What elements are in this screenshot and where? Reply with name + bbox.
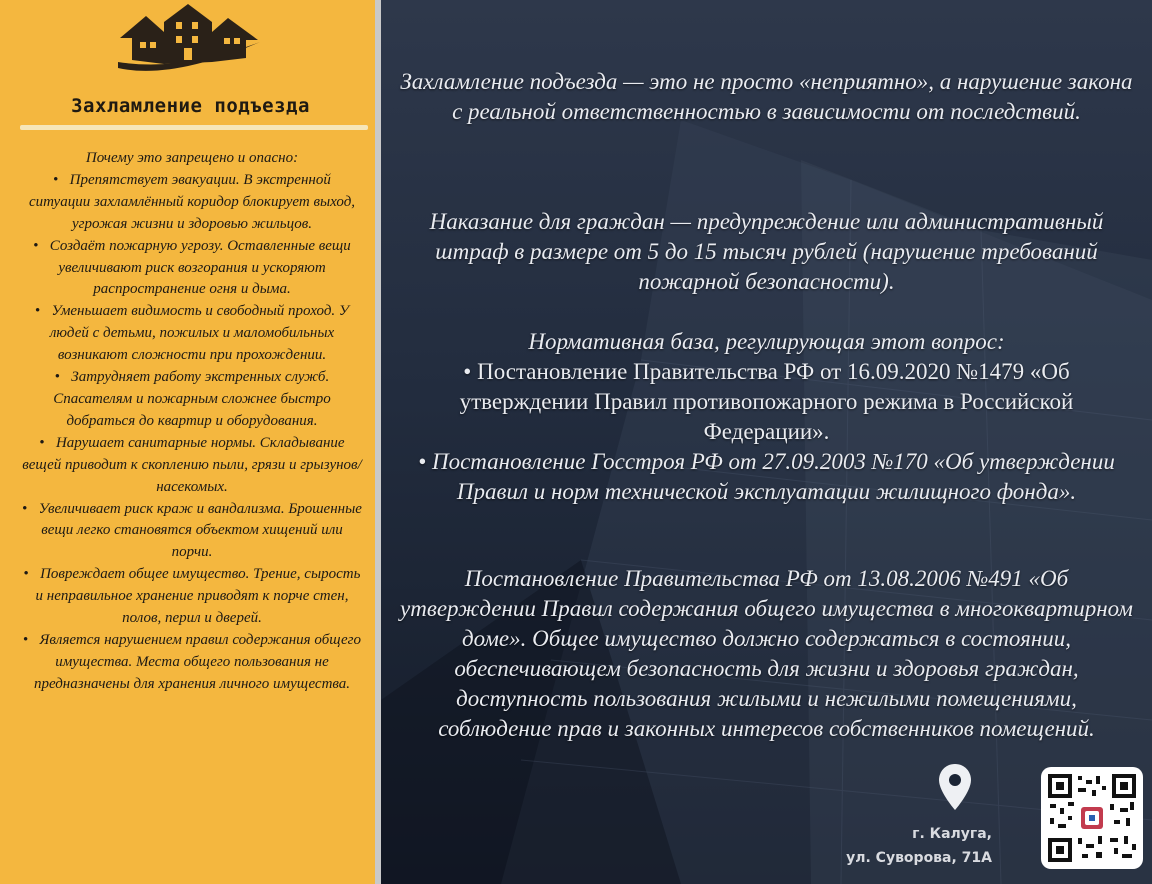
penalty-paragraph: Наказание для граждан — предупреждение или административный штраф в размере от 5 до 15 тысяч рублей (нарушение требований пожарной безопасности). xyxy=(429,209,1104,294)
left-point: • Создаёт пожарную угрозу. Оставленные вещи увеличивают риск возгорания и ускоряют распространение огня и дыма. xyxy=(22,236,362,302)
left-point: • Нарушает санитарные нормы. Складывание вещей приводит к скоплению пыли, грязи и грызунов/насекомых. xyxy=(22,433,362,499)
left-intro: Почему это запрещено и опасно: xyxy=(85,150,299,166)
qr-code-graphic xyxy=(1048,774,1136,862)
brand-name: Захламление подъезда xyxy=(71,95,310,117)
location-pin-icon xyxy=(937,762,973,812)
legal-basis-item: • Постановление Госстроя РФ от 27.09.2003 №170 «Об утверждении Правил и норм технической эксплуатации жилищного фонда». xyxy=(418,449,1115,504)
left-point: • Препятствует эвакуации. В экстренной ситуации захламлённый коридор блокирует выход, угрожая жизни и здоровью жильцов. xyxy=(22,170,362,236)
legal-basis-title: Нормативная база, регулирующая этот вопрос: xyxy=(528,329,1005,354)
address-block xyxy=(830,822,992,870)
left-text-block xyxy=(22,148,362,696)
brand-divider xyxy=(20,125,368,130)
address-street: ул. Суворова, 71А xyxy=(846,850,992,866)
intro-paragraph: Захламление подъезда — это не просто «неприятно», а нарушение закона с реальной ответственностью в зависимости от последствий. xyxy=(400,69,1133,124)
qr-code-icon[interactable] xyxy=(1041,767,1143,869)
left-point: • Является нарушением правил содержания общего имущества. Места общего пользования не предназначены для хранения личного имущества. xyxy=(22,630,362,696)
legal-basis-block xyxy=(399,327,1134,507)
left-point: • Затрудняет работу экстренных служб. Спасателям и пожарным сложнее быстро добраться до квартир и оборудования. xyxy=(22,367,362,433)
left-point: • Увеличивает риск краж и вандализма. Брошенные вещи легко становятся объектом хищений или порчи. xyxy=(22,499,362,565)
legal-basis-item: • Постановление Правительства РФ от 16.09.2020 №1479 «Об утверждении Правил противопожарного режима в Российской Федерации». xyxy=(459,359,1074,444)
houses-logo-icon xyxy=(112,2,264,74)
left-point: • Уменьшает видимость и свободный проход. У людей с детьми, пожилых и маломобильных возникают сложности при прохождении. xyxy=(22,301,362,367)
left-info-panel xyxy=(0,0,381,884)
regulation-paragraph: Постановление Правительства РФ от 13.08.2006 №491 «Об утверждении Правил содержания общего имущества в многоквартирном доме». Общее имущество должно содержаться в состоянии, обеспечивающем безопасность для жизни и здоровья граждан, доступность пользования жилыми и нежилыми помещениями, соблюдение прав и законных интересов собственников помещений. xyxy=(400,566,1133,741)
left-point: • Повреждает общее имущество. Трение, сырость и неправильное хранение приводят к порче стен, полов, перил и дверей. xyxy=(22,564,362,630)
address-city: г. Калуга, xyxy=(912,826,992,842)
right-info-panel xyxy=(381,0,1152,884)
